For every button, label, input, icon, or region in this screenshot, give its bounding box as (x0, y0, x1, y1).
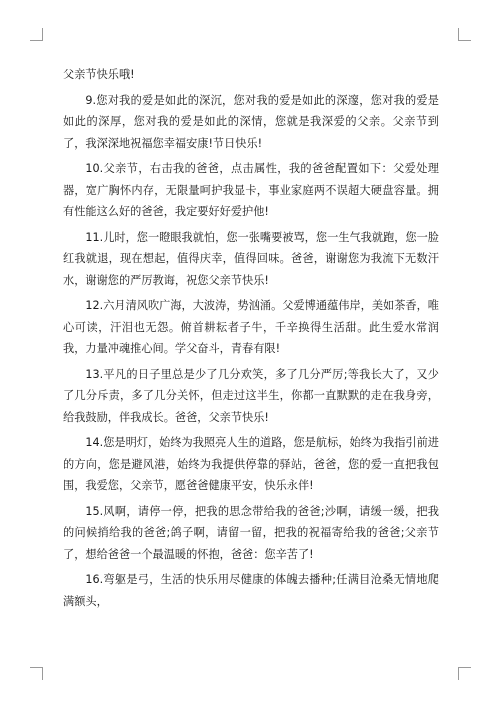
document-body (63, 64, 439, 616)
paragraph: 父亲节快乐哦! (63, 68, 135, 81)
paragraph: 11.儿时，您一瞪眼我就怕，您一张嘴要被骂，您一生气我就跑，您一脸红我就退，现在想起，值得庆幸，值得回味。爸爸，谢谢您为我流下无数汗水，谢谢您的严厉教诲，祝您父亲节快乐! (63, 230, 439, 287)
paragraph: 14.您是明灯，始终为我照亮人生的道路，您是航标，始终为我指引前进的方向，您是避风港，始终为我提供停靠的驿站，爸爸，您的爱一直把我包围，我爱您，父亲节，愿爸爸健康平安，快乐永伴! (63, 436, 439, 492)
crop-mark-bottom-right (458, 667, 471, 680)
crop-mark-bottom-left (30, 667, 43, 680)
crop-mark-top-right (458, 28, 471, 41)
paragraph: 16.弯躯是弓，生活的快乐用尽健康的体魄去播种;任满目沧桑无情地爬满额头， (63, 573, 439, 608)
crop-mark-top-left (30, 28, 43, 41)
paragraph: 9.您对我的爱是如此的深沉，您对我的爱是如此的深邃，您对我的爱是如此的深厚，您对我的爱是如此的深情，您就是我深爱的父亲。父亲节到了，我深深地祝福您幸福安康!节日快乐! (63, 93, 439, 150)
paragraph: 13.平凡的日子里总是少了几分欢笑，多了几分严厉;等我长大了，又少了几分斥责，多了几分关怀，但走过这半生，你都一直默默的走在我身旁，给我鼓励，伴我成长。爸爸，父亲节快乐! (63, 367, 439, 424)
paragraph: 12.六月清风吹广海，大波涛，势汹涌。父爱博通蕴伟岸，美如茶香，唯心可读，汗泪也无怨。俯首耕耘者子牛，千辛换得生活甜。此生爱水常润我，力量冲魂推心间。学父奋斗，青春有限! (63, 299, 439, 355)
paragraph: 10.父亲节，右击我的爸爸，点击属性，我的爸爸配置如下：父爱处理器，宽广胸怀内存，无限量呵护我显卡，事业家庭两不误超大硬盘容量。拥有性能这么好的爸爸，我定要好好爱护他! (63, 162, 439, 218)
paragraph: 15.风啊，请停一停，把我的思念带给我的爸爸;沙啊，请缓一缓，把我的问候捎给我的爸爸;鸽子啊，请留一留，把我的祝福寄给我的爸爸;父亲节了，想给爸爸一个最温暖的怀抱，爸爸：您辛苦了! (63, 504, 439, 561)
